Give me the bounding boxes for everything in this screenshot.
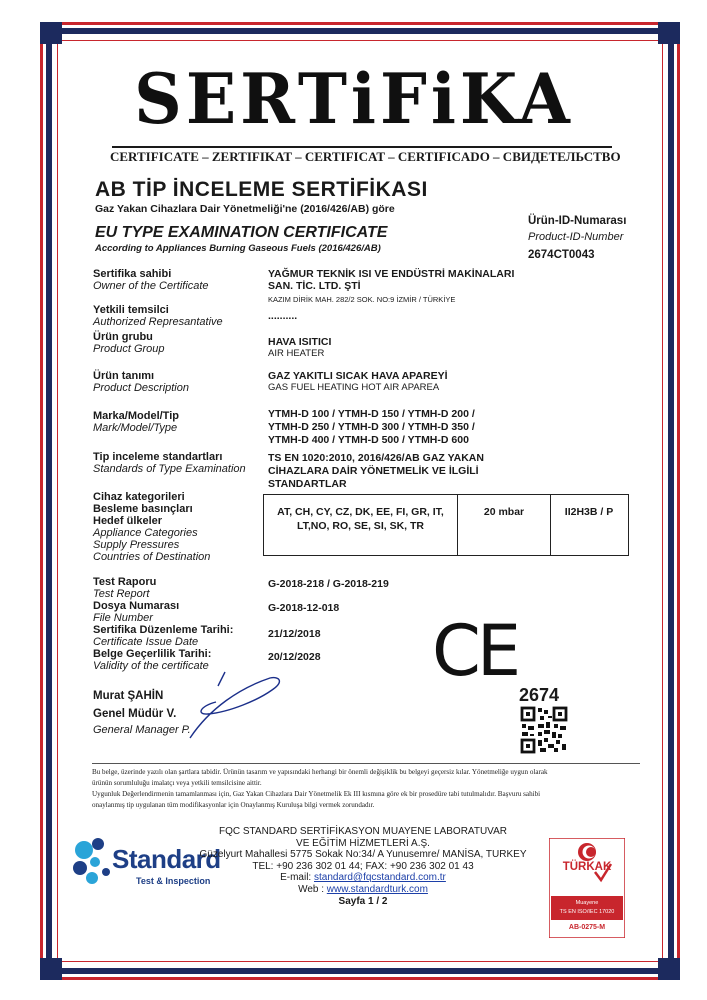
organization-block <box>198 826 528 907</box>
mark-model-label-en: Mark/Model/Type <box>93 422 178 434</box>
corner-ornament <box>658 22 680 44</box>
email-link[interactable]: standard@fqcstandard.com.tr <box>314 872 446 884</box>
standards-label-tr: Tip inceleme standartları <box>93 451 223 463</box>
issue-date-label <box>93 624 233 648</box>
countries-line: LT,NO, RO, SE, SI, SK, TR <box>297 520 424 532</box>
language-line: CERTIFICATE – ZERTIFIKAT – CERTIFICAT – CERTIFICADO – СВИДЕТЕЛЬСТВО <box>110 149 621 164</box>
standards-value <box>268 452 484 491</box>
disclaimer-line: Bu belge, üzerinde yazılı olan şartlara tabidir. Ürünün tasarım ve yapısındaki herhangi bir önemli değişiklik bu belgeyi geçersiz kılar. Yönetmeliğe uygun olarak <box>92 768 548 776</box>
disclaimer-line: onaylanmış tip uygulanan tüm modifikasyonlar için Onaylanmış Kuruluşa bilgi vermek zorundadır. <box>92 801 375 809</box>
product-group-value-tr: HAVA ISITICI <box>268 336 332 348</box>
standards-line: STANDARTLAR <box>268 478 347 490</box>
test-report-label <box>93 576 156 600</box>
turkak-wordmark: TÜRKAK <box>562 861 612 873</box>
issue-date-value: 21/12/2018 <box>268 628 321 640</box>
qr-code-icon <box>520 706 568 754</box>
product-id-label: Ürün-ID-Numarası <box>528 215 627 227</box>
representative-label <box>93 304 223 328</box>
org-address: Güzelyurt Mahallesi 5775 Sokak No:34/ A Yunusemre/ MANİSA, TURKEY <box>199 849 527 861</box>
test-report-label-tr: Test Raporu <box>93 576 157 588</box>
categories-table <box>263 494 629 556</box>
heading-english-sub: According to Appliances Burning Gaseous Fuels (2016/426/AB) <box>95 243 381 254</box>
page-number: Sayfa 1 / 2 <box>338 895 388 907</box>
validity-label-tr: Belge Geçerlilik Tarihi: <box>93 648 212 660</box>
product-group-value-en: AIR HEATER <box>268 348 325 359</box>
product-description-value-tr: GAZ YAKITLI SICAK HAVA APAREYİ <box>268 370 448 382</box>
org-phone: TEL: +90 236 302 01 44; FAX: +90 236 302 01 43 <box>252 860 474 872</box>
mark-model-label <box>93 410 179 434</box>
mark-model-label-tr: Marka/Model/Tip <box>93 410 179 422</box>
owner-address: KAZIM DİRİK MAH. 282/2 SOK. NO:9 İZMİR / TÜRKİYE <box>268 295 456 304</box>
standards-line: TS EN 1020:2010, 2016/426/AB GAZ YAKAN <box>268 452 484 464</box>
heading-turkish-sub: Gaz Yakan Cihazlara Dair Yönetmeliği'ne (2016/426/AB) göre <box>95 203 395 215</box>
org-name-line1: FQC STANDARD SERTİFİKASYON MUAYENE LABORATUVAR <box>218 826 507 837</box>
org-name-line2: VE EĞİTİM HİZMETLERİ A.Ş. <box>296 837 430 849</box>
logo-tagline: Test & Inspection <box>136 876 211 886</box>
signatory-title-en: General Manager P. <box>93 724 191 736</box>
file-number-label-en: File Number <box>93 612 153 624</box>
owner-name-line1: YAĞMUR TEKNİK ISI VE ENDÜSTRİ MAKİNALARI <box>268 268 515 280</box>
supply-pressure-label-tr: Besleme basınçları <box>93 503 193 515</box>
disclaimer-line: ürünün sorumluluğu imalatçı veya yetkili temsilcisine aittir. <box>92 779 262 787</box>
web-label: Web : <box>298 883 324 895</box>
file-number-label-tr: Dosya Numarası <box>93 600 180 612</box>
validity-value: 20/12/2028 <box>268 651 321 663</box>
product-description-label-tr: Ürün tanımı <box>93 370 155 382</box>
categories-label <box>93 491 210 563</box>
model-line: YTMH-D 250 / YTMH-D 300 / YTMH-D 350 / <box>268 421 475 433</box>
countries-label-tr: Hedef ülkeler <box>93 515 163 527</box>
certificate-main-title: SERTiFiKA <box>134 58 574 140</box>
standards-line: CİHAZLARA DAİR YÖNETMELİK VE İLGİLİ <box>268 465 479 477</box>
product-description-label-en: Product Description <box>93 382 189 394</box>
product-group-label-en: Product Group <box>93 343 165 355</box>
model-line: YTMH-D 100 / YTMH-D 150 / YTMH-D 200 / <box>268 408 475 420</box>
mark-model-value <box>268 408 475 447</box>
product-group-value <box>268 336 331 360</box>
heading-english: EU TYPE EXAMINATION CERTIFICATE <box>95 224 388 241</box>
product-description-label <box>93 370 189 394</box>
owner-label-tr: Sertifika sahibi <box>93 268 172 280</box>
notified-body-number: 2674 <box>519 685 560 705</box>
categories-label-en: Appliance Categories <box>93 527 198 539</box>
countries-label-en: Countries of Destination <box>93 551 211 563</box>
validity-label-en: Validity of the certificate <box>93 660 209 672</box>
product-group-label-tr: Ürün grubu <box>93 331 153 343</box>
turkak-accreditation-icon <box>549 838 625 938</box>
category-cell: II2H3B / P <box>550 495 627 555</box>
issue-date-label-en: Certificate Issue Date <box>93 636 199 648</box>
signature-icon <box>180 668 290 748</box>
issue-date-label-tr: Sertifika Düzenleme Tarihi: <box>93 624 234 636</box>
countries-cell <box>264 495 457 555</box>
countries-line: AT, CH, CY, CZ, DK, EE, FI, GR, IT, <box>277 506 444 518</box>
disclaimer-rule <box>92 763 640 764</box>
file-number-label <box>93 600 179 624</box>
product-description-value <box>268 370 448 394</box>
owner-label <box>93 268 209 292</box>
turkak-standard: TS EN ISO/IEC 17020 <box>559 909 615 915</box>
owner-value <box>268 268 514 306</box>
corner-ornament <box>40 958 62 980</box>
corner-ornament <box>40 22 62 44</box>
pressure-cell: 20 mbar <box>457 495 550 555</box>
representative-value: .......... <box>268 310 298 322</box>
logo-wordmark: Standard <box>112 844 221 874</box>
title-rule <box>112 146 612 148</box>
product-id-value: 2674CT0043 <box>528 249 595 261</box>
owner-name-line2: SAN. TİC. LTD. ŞTİ <box>268 280 361 292</box>
turkak-code: AB-0275-M <box>568 924 606 931</box>
standards-label-en: Standards of Type Examination <box>93 463 246 475</box>
supply-pressure-label-en: Supply Pressures <box>93 539 180 551</box>
disclaimer-line: Uygunluk Değerlendirmenin tamamlanması için, Gaz Yakan Cihazlara Dair Yönetmelik Ek III kısmına göre ek bir prosedüre tabi tutulmalıdır. Başvuru sahibi <box>92 790 541 798</box>
representative-label-tr: Yetkili temsilci <box>93 304 169 316</box>
standards-label <box>93 451 246 475</box>
email-label: E-mail: <box>280 872 312 884</box>
test-report-label-en: Test Report <box>93 588 150 600</box>
signatory-name: Murat ŞAHİN <box>93 690 164 702</box>
product-group-label <box>93 331 165 355</box>
corner-ornament <box>658 958 680 980</box>
ce-mark: CE <box>432 610 518 692</box>
categories-label-tr: Cihaz kategorileri <box>93 491 185 503</box>
product-id-label-en: Product-ID-Number <box>528 231 624 243</box>
web-link[interactable]: www.standardturk.com <box>326 883 428 895</box>
representative-label-en: Authorized Represantative <box>93 316 223 328</box>
model-line: YTMH-D 400 / YTMH-D 500 / YTMH-D 600 <box>268 434 469 446</box>
owner-label-en: Owner of the Certificate <box>93 280 209 292</box>
test-report-value: G-2018-218 / G-2018-219 <box>268 578 389 590</box>
disclaimer <box>92 767 642 811</box>
heading-turkish: AB TİP İNCELEME SERTİFİKASI <box>95 178 428 201</box>
file-number-value: G-2018-12-018 <box>268 602 340 614</box>
product-description-value-en: GAS FUEL HEATING HOT AIR APAREA <box>268 382 440 393</box>
signatory-title: Genel Müdür V. <box>93 708 177 720</box>
turkak-scope: Muayene <box>575 900 599 906</box>
